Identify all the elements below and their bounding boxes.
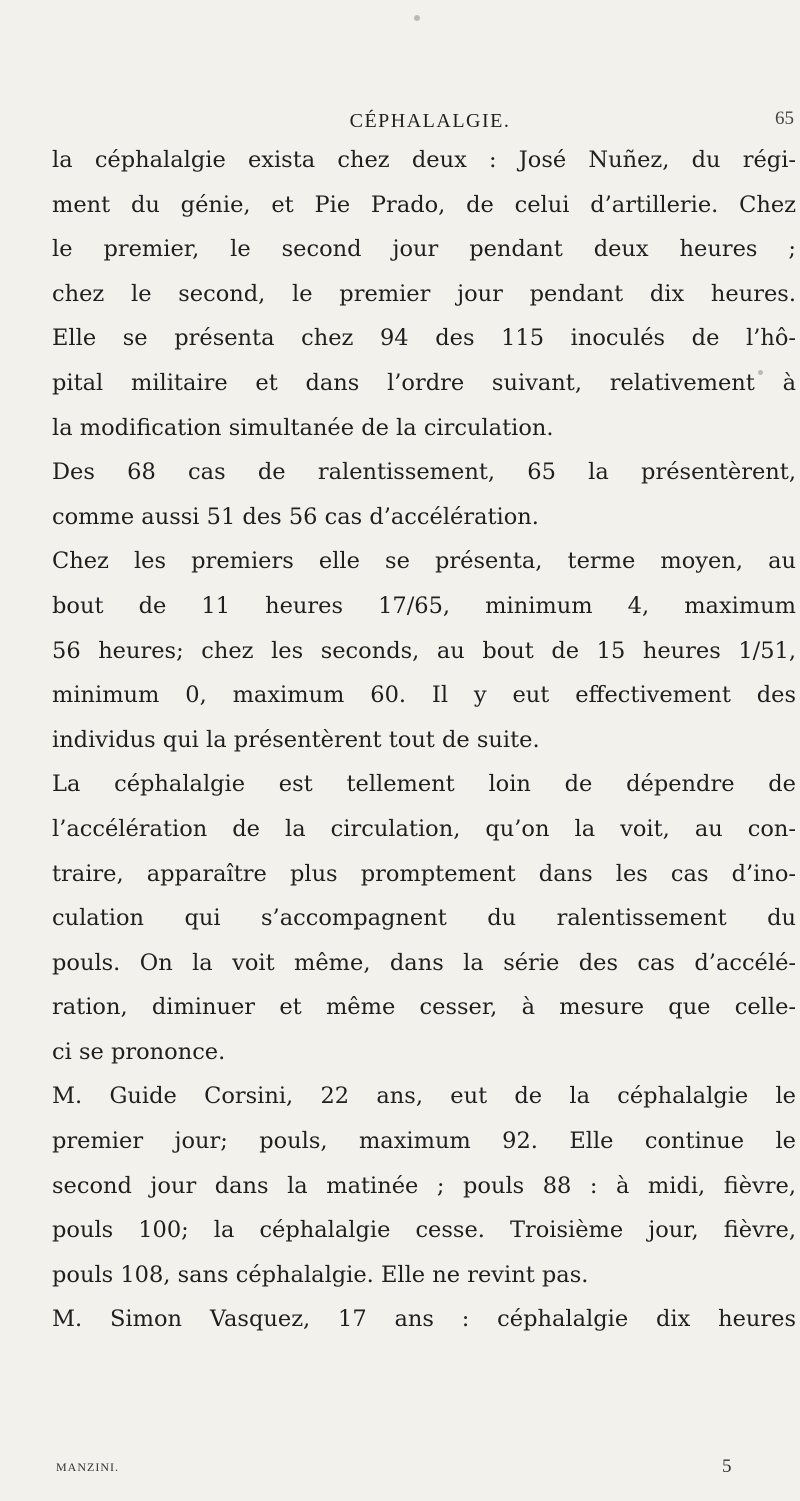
text-line: traire, apparaître plus promptement dans les cas d’ino- [52, 860, 796, 887]
text-line: pouls 108, sans céphalalgie. Elle ne revint pas. [52, 1261, 589, 1288]
text-line: Chez les premiers elle se présenta, terme moyen, au [52, 548, 796, 575]
text-line: ment du génie, et Pie Prado, de celui d’artillerie. Chez [52, 191, 796, 218]
text-line: la modification simultanée de la circulation. [52, 414, 554, 441]
text-line: La céphalalgie est tellement loin de dépendre de [52, 771, 796, 798]
text-line: comme aussi 51 des 56 cas d’accélération. [52, 503, 539, 530]
text-line: la céphalalgie exista chez deux : José Nuñez, du régi- [52, 147, 796, 173]
text-line: Elle se présenta chez 94 des 115 inoculés de l’hô- [52, 325, 796, 352]
text-line: Des 68 cas de ralentissement, 65 la présentèrent, [52, 459, 796, 486]
text-line: pouls 100; la céphalalgie cesse. Troisième jour, fièvre, [52, 1217, 796, 1244]
text-line: l’accélération de la circulation, qu’on la voit, au con- [52, 815, 796, 842]
running-title: CÉPHALALGIE. [349, 110, 511, 132]
paper-speck [414, 15, 420, 21]
text-line: second jour dans la matinée ; pouls 88 : à midi, fièvre, [52, 1172, 796, 1199]
text-line: le premier, le second jour pendant deux heures ; [52, 236, 796, 263]
text-line: 56 heures; chez les seconds, au bout de 15 heures 1/51, [52, 637, 796, 664]
text-line: culation qui s’accompagnent du ralentissement du [52, 905, 796, 932]
text-line: ci se prononce. [52, 1038, 226, 1065]
text-line: pital militaire et dans l’ordre suivant, relativement à [52, 369, 796, 396]
text-line: minimum 0, maximum 60. Il y eut effectivement des [52, 682, 796, 709]
page-number: 65 [775, 108, 794, 129]
text-line: bout de 11 heures 17/65, minimum 4, maximum [52, 592, 796, 619]
signature-mark: MANZINI. [56, 1460, 119, 1474]
signature-number: 5 [722, 1456, 732, 1477]
text-line: M. Guide Corsini, 22 ans, eut de la céphalalgie le [52, 1083, 796, 1110]
text-line: premier jour; pouls, maximum 92. Elle continue le [52, 1128, 796, 1155]
text-line: pouls. On la voit même, dans la série des cas d’accélé- [52, 949, 796, 976]
body-text [52, 138, 796, 1342]
text-line: M. Simon Vasquez, 17 ans : céphalalgie dix heures [52, 1306, 796, 1333]
text-line: chez le second, le premier jour pendant dix heures. [52, 280, 796, 307]
text-line: ration, diminuer et même cesser, à mesure que celle- [52, 994, 796, 1021]
running-head [60, 110, 800, 140]
text-line: individus qui la présentèrent tout de suite. [52, 726, 540, 753]
